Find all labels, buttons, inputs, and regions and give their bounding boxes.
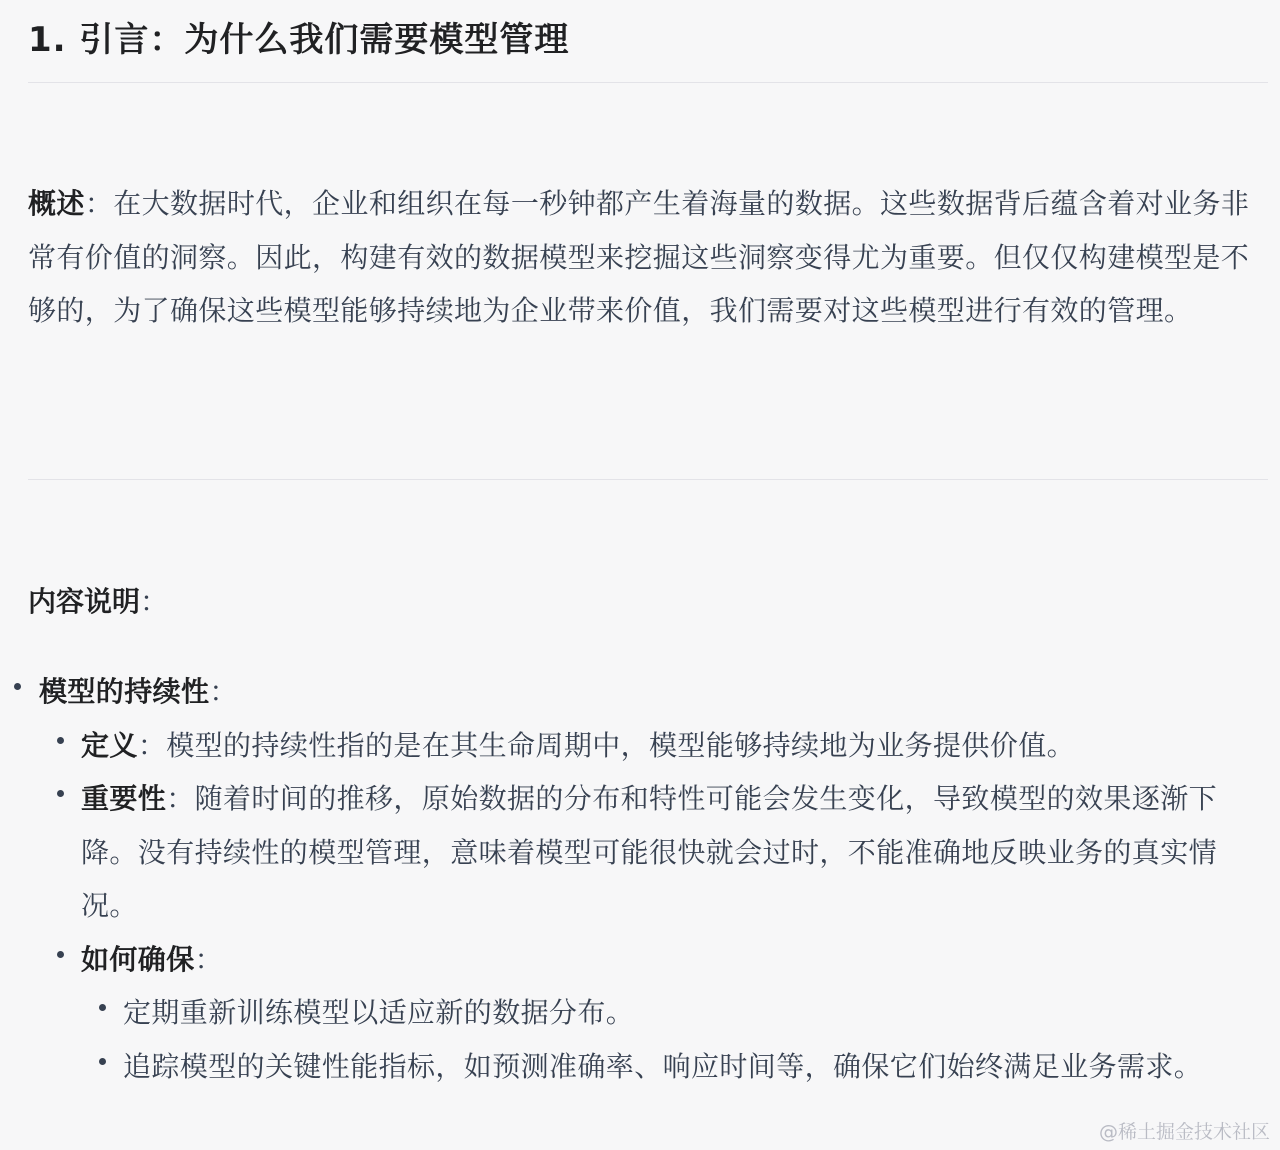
sub-sub-list <box>81 986 1270 1093</box>
definition-separator: ： <box>137 728 167 762</box>
bullet-icon <box>14 683 21 690</box>
bullet-icon <box>57 951 64 958</box>
overview-text: 在大数据时代，企业和组织在每一秒钟都产生着海量的数据。这些数据背后蕴含着对业务非常有价值的洞察。因此，构建有效的数据模型来挖掘这些洞察变得尤为重要。但仅仅构建模型是不够的，为了确保这些模型能够持续地为企业带来价值，我们需要对这些模型进行有效的管理。 <box>28 187 1250 327</box>
bullet-icon <box>57 737 64 744</box>
list-item-importance <box>39 772 1270 933</box>
list-item-track-metrics <box>81 1040 1270 1094</box>
bullet-icon <box>99 1004 106 1011</box>
definition-label: 定义 <box>81 728 138 762</box>
how-label: 如何确保 <box>81 942 195 976</box>
list-item-how-to-ensure <box>39 933 1270 1094</box>
overview-paragraph <box>28 177 1250 338</box>
section-heading: 1. 引言：为什么我们需要模型管理 <box>28 20 570 60</box>
sub-list <box>39 719 1270 1094</box>
topic-separator: ： <box>209 675 238 708</box>
importance-separator: ： <box>166 782 195 815</box>
bullet-icon <box>99 1058 106 1065</box>
list-item-retrain <box>81 986 1270 1040</box>
list-item-sustainability <box>8 665 1270 1093</box>
bullet-icon <box>57 790 64 797</box>
content-separator: ： <box>140 585 169 618</box>
overview-separator: ： <box>84 187 114 220</box>
how-item-text: 追踪模型的关键性能指标，如预测准确率、响应时间等，确保它们始终满足业务需求。 <box>123 1049 1203 1083</box>
content-label: 内容说明 <box>28 585 141 618</box>
importance-text: 随着时间的推移，原始数据的分布和特性可能会发生变化，导致模型的效果逐渐下降。没有持续性的模型管理，意味着模型可能很快就会过时，不能准确地反映业务的真实情况。 <box>81 782 1218 922</box>
content-heading <box>28 575 168 629</box>
divider <box>28 479 1268 480</box>
definition-text: 模型的持续性指的是在其生命周期中，模型能够持续地为业务提供价值。 <box>166 728 1076 762</box>
divider <box>28 82 1268 83</box>
bullet-list <box>8 665 1270 1093</box>
overview-label: 概述 <box>28 187 85 220</box>
watermark: @稀土掘金技术社区 <box>1098 1121 1270 1143</box>
list-item-definition <box>39 719 1270 773</box>
how-item-text: 定期重新训练模型以适应新的数据分布。 <box>123 996 635 1029</box>
importance-label: 重要性 <box>81 782 167 815</box>
how-separator: ： <box>194 942 224 976</box>
topic-label: 模型的持续性 <box>39 675 210 708</box>
